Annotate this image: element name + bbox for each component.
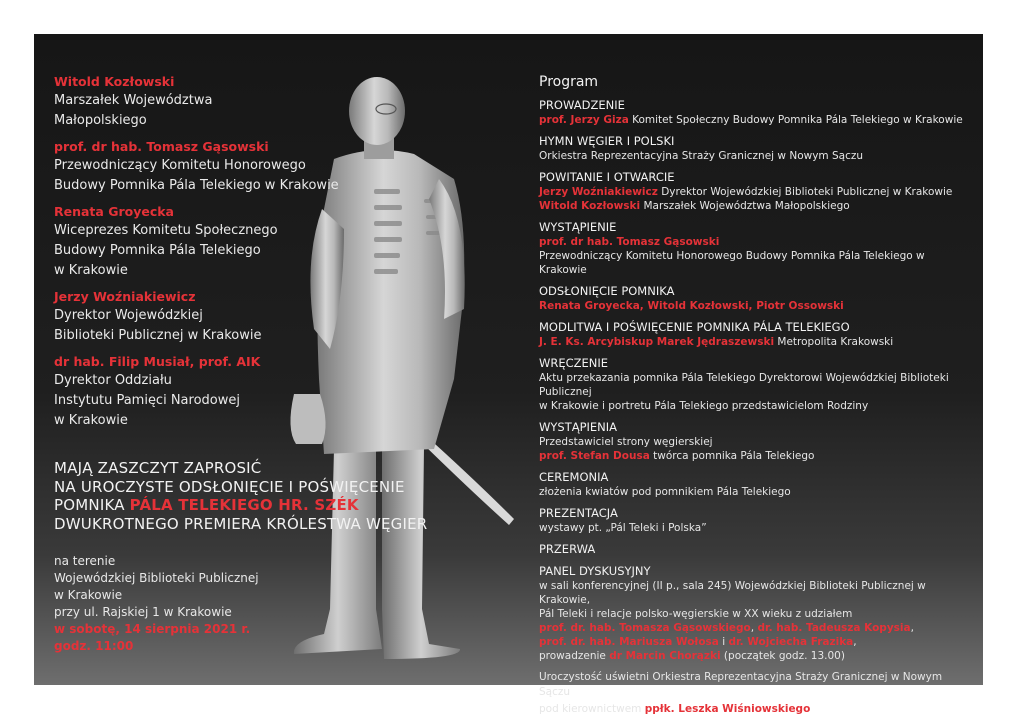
program-item (539, 320, 974, 349)
speaker-name: Renata Groyecka, Witold Kozłowski, Piotr Ossowski (539, 300, 844, 312)
host-entry (54, 202, 344, 281)
program-text: prowadzenie (539, 650, 610, 662)
footer-text: pod kierownictwem (539, 703, 645, 715)
program-item (539, 284, 974, 313)
program-text: w Krakowie i portretu Pála Telekiego przedstawicielom Rodziny (539, 400, 869, 412)
program-item-line (539, 235, 974, 249)
host-role: Biblioteki Publicznej w Krakowie (54, 328, 262, 343)
event-date: w sobotę, 14 sierpnia 2021 r. (54, 622, 251, 636)
program-text: wystawy pt. „Pál Teleki i Polska” (539, 522, 707, 534)
program-item-line (539, 579, 974, 607)
program-text: Dyrektor Wojewódzkiej Biblioteki Publicznej w Krakowie (657, 186, 953, 198)
host-role: Dyrektor Wojewódzkiej (54, 308, 203, 323)
host-role: Budowy Pomnika Pála Telekiego (54, 243, 261, 258)
host-name: Witold Kozłowski (54, 74, 175, 89)
program-item (539, 564, 974, 663)
program-item (539, 220, 974, 277)
host-role: Budowy Pomnika Pála Telekiego w Krakowie (54, 178, 339, 193)
venue-address: przy ul. Rajskiej 1 w Krakowie (54, 605, 232, 619)
speaker-name: prof. dr. hab. Mariusza Wołosa (539, 636, 719, 648)
event-time: godz. 11:00 (54, 639, 134, 653)
program-item (539, 98, 974, 127)
program-text: i (718, 636, 729, 648)
venue-line: na terenie (54, 554, 116, 568)
speaker-name: prof. Jerzy Giza (539, 114, 629, 126)
speaker-name: dr Marcin Chorązki (609, 650, 721, 662)
program-item-line (539, 485, 974, 499)
program-text: Pál Teleki i relacje polsko-węgierskie w XX wieku z udziałem (539, 608, 853, 620)
host-role: w Krakowie (54, 413, 128, 428)
program-text: Przedstawiciel strony węgierskiej (539, 436, 713, 448)
program-item-heading: MODLITWA I POŚWIĘCENIE POMNIKA PÁLA TELEKIEGO (539, 320, 850, 334)
program-item-line (539, 635, 974, 649)
program-item-line (539, 113, 974, 127)
invite-text: POMNIKA (54, 496, 130, 514)
program-text: , (750, 622, 758, 634)
program-item-heading: PRZERWA (539, 542, 596, 556)
program-text: Metropolita Krakowski (774, 336, 894, 348)
host-role: Dyrektor Oddziału (54, 373, 172, 388)
program-text: w sali konferencyjnej (II p., sala 245) Wojewódzkiej Biblioteki Publicznej w Krakowie, (539, 580, 926, 606)
invitation-card (34, 34, 983, 715)
venue-line: w Krakowie (54, 588, 123, 602)
invite-line: MAJĄ ZASZCZYT ZAPROSIĆ (54, 459, 262, 477)
footer-line (539, 702, 974, 717)
host-entry (54, 287, 344, 346)
program-item-heading: PANEL DYSKUSYJNY (539, 564, 651, 578)
speaker-name: dr. hab. Tadeusza Kopysia (757, 622, 911, 634)
program-item-line (539, 185, 974, 199)
venue-info (54, 553, 354, 655)
program-text: złożenia kwiatów pod pomnikiem Pála Telekiego (539, 486, 791, 498)
monument-name: PÁLA TELEKIEGO HR. SZÉK (129, 496, 359, 514)
program-item-line (539, 249, 974, 277)
speaker-name: prof. dr. hab. Tomasza Gąsowskiego (539, 622, 751, 634)
program-text: twórca pomnika Pála Telekiego (649, 450, 815, 462)
program-item-heading: ODSŁONIĘCIE POMNIKA (539, 284, 675, 298)
invitation-headline (54, 459, 474, 533)
invite-line (54, 496, 474, 515)
host-name: Jerzy Woźniakiewicz (54, 289, 196, 304)
host-name: Renata Groyecka (54, 204, 174, 219)
venue-line: Wojewódzkiej Biblioteki Publicznej (54, 571, 259, 585)
program-text: (początek godz. 13.00) (720, 650, 845, 662)
program-item-line (539, 149, 974, 163)
speaker-name: prof. dr hab. Tomasz Gąsowski (539, 236, 720, 248)
program-item-heading: WYSTĄPIENIA (539, 420, 618, 434)
program-item-heading: PROWADZENIE (539, 98, 625, 112)
host-role: w Krakowie (54, 263, 128, 278)
program-item-heading: POWITANIE I OTWARCIE (539, 170, 675, 184)
program-item (539, 420, 974, 463)
host-role: Instytutu Pamięci Narodowej (54, 393, 240, 408)
invite-line: DWUKROTNEGO PREMIERA KRÓLESTWA WĘGIER (54, 514, 428, 533)
program-text: Komitet Społeczny Budowy Pomnika Pála Telekiego w Krakowie (628, 114, 963, 126)
speaker-name: dr. Wojciecha Frazika (728, 636, 854, 648)
speaker-name: J. E. Ks. Arcybiskup Marek Jędraszewski (539, 336, 775, 348)
speaker-name: Witold Kozłowski (539, 200, 641, 212)
program-item (539, 506, 974, 535)
program-item-heading: WRĘCZENIE (539, 356, 609, 370)
program-item (539, 470, 974, 499)
conductor-name: ppłk. Leszka Wiśniowskiego (644, 703, 811, 715)
program-item-line (539, 335, 974, 349)
program-section (539, 72, 974, 717)
program-item-heading: PREZENTACJA (539, 506, 618, 520)
program-text: Marszałek Województwa Małopolskiego (640, 200, 850, 212)
program-item (539, 356, 974, 413)
host-role: Marszałek Województwa (54, 93, 213, 108)
program-item-line (539, 199, 974, 213)
speaker-name: Jerzy Woźniakiewicz (539, 186, 658, 198)
program-item-line (539, 371, 974, 399)
program-item-heading: WYSTĄPIENIE (539, 220, 617, 234)
program-item-line (539, 621, 974, 635)
program-text: , (910, 622, 914, 634)
program-item-heading: HYMN WĘGIER I POLSKI (539, 134, 675, 148)
program-item (539, 542, 974, 557)
program-item (539, 170, 974, 213)
host-name: prof. dr hab. Tomasz Gąsowski (54, 139, 269, 154)
program-item-heading: CEREMONIA (539, 470, 609, 484)
host-entry (54, 72, 344, 131)
host-entry (54, 352, 344, 431)
program-item (539, 134, 974, 163)
speaker-name: prof. Stefan Dousa (539, 450, 650, 462)
program-footer (539, 670, 974, 717)
hosts-list (54, 72, 344, 437)
invite-line: NA UROCZYSTE ODSŁONIĘCIE I POŚWIĘCENIE (54, 477, 405, 496)
program-title: Program (539, 74, 599, 90)
program-item-line (539, 649, 974, 663)
host-role: Małopolskiego (54, 113, 147, 128)
program-item-line (539, 299, 974, 313)
program-text: , (853, 636, 857, 648)
program-items (539, 98, 974, 663)
program-text: Orkiestra Reprezentacyjna Straży Granicznej w Nowym Sączu (539, 150, 864, 162)
host-role: Wiceprezes Komitetu Społecznego (54, 223, 278, 238)
footer-text: Uroczystość uświetni Orkiestra Reprezentacyjna Straży Granicznej w Nowym Sączu (539, 671, 943, 698)
host-entry (54, 137, 344, 196)
program-text: Przewodniczący Komitetu Honorowego Budowy Pomnika Pála Telekiego w Krakowie (539, 250, 925, 276)
program-item-line (539, 399, 974, 413)
program-item-line (539, 435, 974, 449)
program-item-line (539, 607, 974, 621)
program-item-line (539, 449, 974, 463)
program-item-line (539, 521, 974, 535)
host-name: dr hab. Filip Musiał, prof. AIK (54, 354, 261, 369)
footer-line (539, 670, 974, 700)
host-role: Przewodniczący Komitetu Honorowego (54, 158, 306, 173)
program-text: Aktu przekazania pomnika Pála Telekiego Dyrektorowi Wojewódzkiej Biblioteki Publicznej (539, 372, 949, 398)
